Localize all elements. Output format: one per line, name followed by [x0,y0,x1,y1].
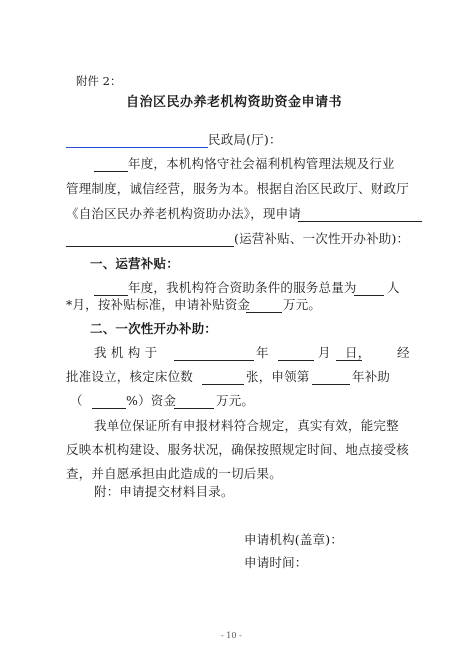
para1-line3: 《自治区民办养老机构资助办法》，现申请 [66,206,302,221]
section1-line1-a: 年度，我机构符合资助条件的服务总量为 [128,280,357,295]
fund-amount-blank [174,408,214,409]
addressee-suffix: 民政局(厅)： [208,132,282,147]
section2-line2-c: 年补助 [352,369,391,384]
section1-line1-b: 人 [387,280,400,295]
guarantee-line3: 查，并自愿承担由此造成的一切后果。 [66,466,282,481]
service-total-blank [354,295,384,296]
founding-month-blank [278,360,314,361]
application-time-label: 申请时间： [244,555,308,570]
appendix-note: 附：申请提交材料目录。 [94,484,234,499]
subsidy-amount-blank [246,312,282,313]
section1-line2-a: *月，按补贴标准，申请补贴资金 [66,297,251,312]
attachment-label: 附件 2： [76,74,122,88]
section1-heading: 一、运营补贴： [90,256,179,271]
document-title: 自治区民办养老机构资助资金申请书 [126,95,343,110]
section2-line3-a: （ [70,393,83,408]
section2-heading: 二、一次性开办补助： [90,321,218,336]
para1-line2: 管理制度，诚信经营，服务为本。根据自治区民政厅、财政厅 [66,181,409,196]
applicant-org-label: 申请机构(盖章)： [244,532,344,547]
section2-line2-b: 张，申领第 [246,369,310,384]
founding-year-blank [174,360,254,361]
year-blank-1 [94,171,128,172]
amount-blank-1 [298,221,422,222]
section2-line2-a: 批准设立，核定床位数 [66,369,194,384]
para1-line1: 年度，本机构恪守社会福利机构管理法规及行业 [128,156,395,171]
section2-year: 年 [256,345,269,360]
subsidy-year-blank [312,384,350,385]
section2-day: 日， [345,345,371,360]
page-number: - 10 - [221,631,242,640]
addressee-blank [66,147,208,148]
founding-day-blank [336,360,362,361]
section1-line2-b: 万元。 [283,297,322,312]
section2-line3-c: 万元。 [216,393,255,408]
amount-blank-2 [66,246,234,247]
year-blank-2 [94,295,128,296]
section2-line3-b: %）资金 [126,393,177,408]
guarantee-line2: 反映本机构建设、服务状况，确保按照规定时间、地点接受核 [66,442,409,457]
para1-line4: (运营补贴、一次性开办补助)： [234,231,410,246]
section2-line1-a: 我 机 构 于 [94,345,158,360]
guarantee-line1: 我单位保证所有申报材料符合规定，真实有效，能完整 [94,418,399,433]
section2-month: 月 [318,345,331,360]
percent-blank [92,408,126,409]
section2-line1-end: 经 [397,345,410,360]
bed-count-blank [202,384,244,385]
